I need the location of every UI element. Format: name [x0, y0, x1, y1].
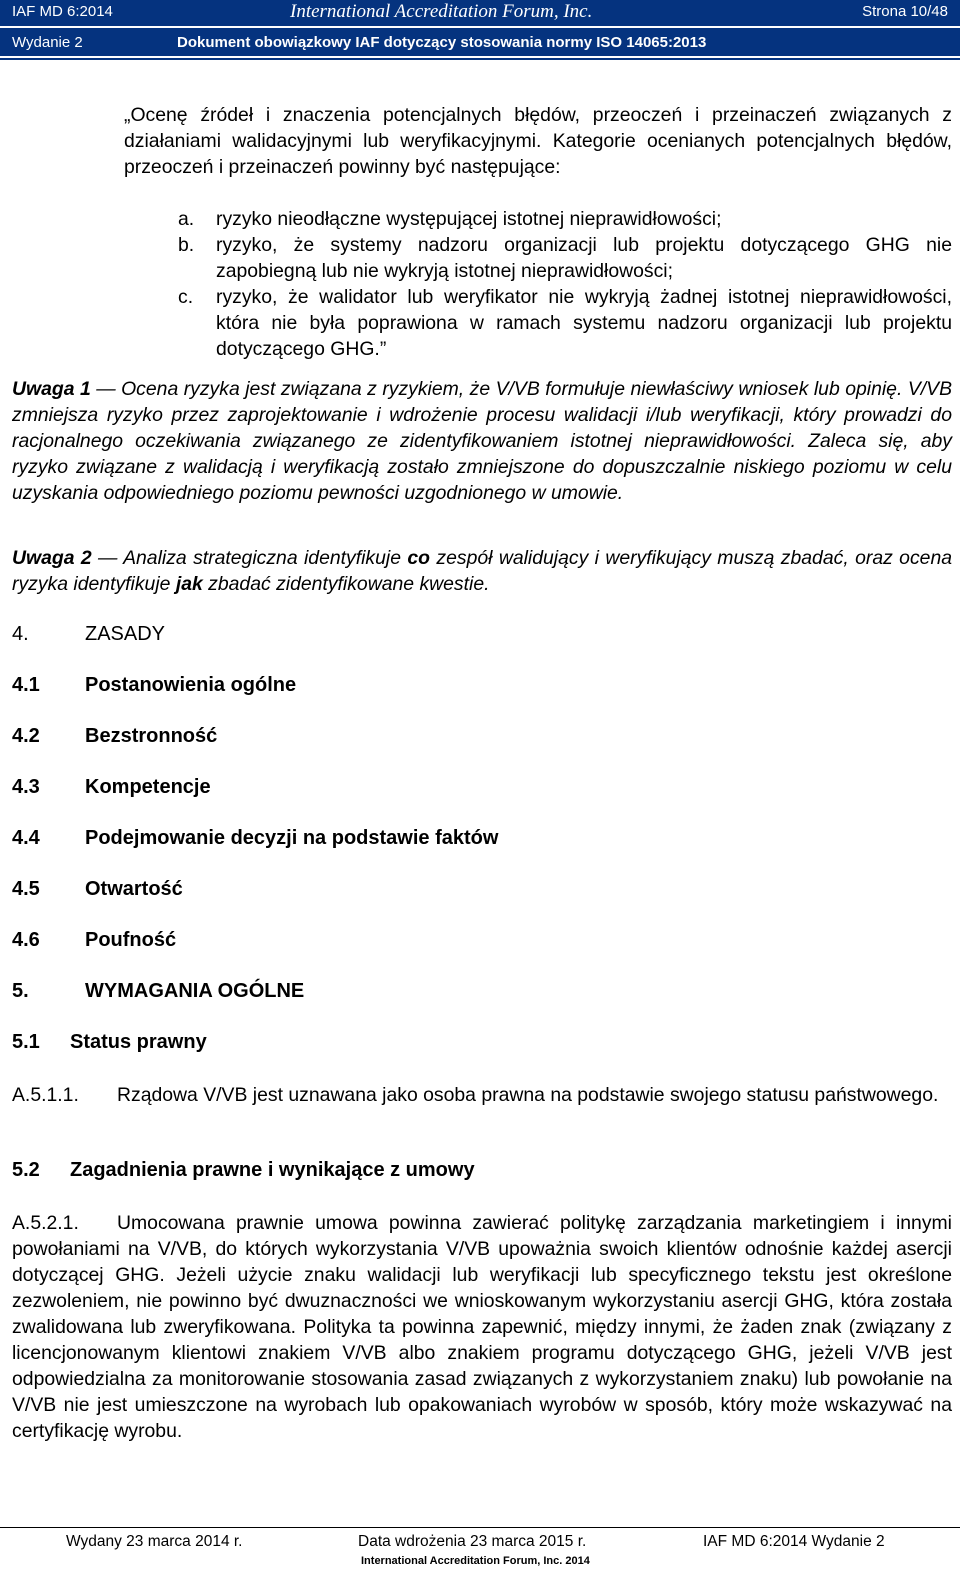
note-1-label: Uwaga 1	[12, 378, 91, 400]
section-number: 5.1	[12, 1031, 40, 1053]
edition: Wydanie 2	[12, 34, 83, 51]
list-item	[178, 206, 952, 232]
note-2-text: — Analiza strategiczna identyfikuje	[91, 547, 408, 569]
section-heading	[12, 878, 183, 901]
section-title: Poufność	[85, 929, 177, 951]
section-title: Postanowienia ogólne	[85, 674, 297, 696]
footer-rule	[0, 1527, 960, 1528]
clause-a521	[12, 1210, 952, 1444]
note-2-label: Uwaga 2	[12, 547, 92, 569]
section-heading	[12, 827, 498, 850]
list-marker: b.	[178, 234, 195, 256]
section-heading	[12, 674, 296, 697]
intro-paragraph: „Ocenę źródeł i znaczenia potencjalnych błędów, przeoczeń i przeinaczeń związanych z działaniami walidacyjnymi lub weryfikacyjnymi. Kategorie ocenianych potencjalnych błędów, przeoczeń i przeinaczeń powinny być następujące:	[124, 104, 952, 178]
footer	[0, 1527, 960, 1569]
section-number: 4.6	[12, 929, 40, 951]
organization-name: International Accreditation Forum, Inc.	[290, 1, 593, 22]
list-item	[178, 232, 952, 284]
list-text: ryzyko, że walidator lub weryfikator nie wykryją żadnej istotnej nieprawidłowości, która nie była poprawiona w ramach systemu nadzoru organizacji lub projektu dotyczącego GHG.”	[216, 286, 952, 360]
section-number: 4.1	[12, 674, 40, 696]
section-title: WYMAGANIA OGÓLNE	[85, 980, 305, 1002]
section-title: ZASADY	[85, 623, 166, 645]
section-number: 4.5	[12, 878, 40, 900]
note-2-emphasis: co	[407, 547, 431, 569]
issue-date: Wydany 23 marca 2014 r.	[66, 1533, 243, 1550]
section-number: 4.4	[12, 827, 40, 849]
section-title: Zagadnienia prawne i wynikające z umowy	[70, 1159, 475, 1181]
list-marker: a.	[178, 208, 195, 230]
section-title: Podejmowanie decyzji na podstawie faktów	[85, 827, 499, 849]
section-number: 4.2	[12, 725, 40, 747]
clause-number: A.5.1.1.	[12, 1084, 79, 1106]
section-number: 5.2	[12, 1159, 40, 1181]
header-bar-top	[0, 0, 960, 26]
header-rule	[0, 58, 960, 60]
section-title: Bezstronność	[85, 725, 218, 747]
note-1-text: — Ocena ryzyka jest związana z ryzykiem, że V/VB formułuje niewłaściwy wniosek lub opinię. V/VB zmniejsza ryzyko przez zaprojektowanie i wdrożenie procesu walidacji i/lub weryfikacji, który prowadzi do racjonalnego oczekiwania związanego ze zidentyfikowaniem istotnej nieprawidłowości. Zaleca się, aby ryzyko związane z walidacją i weryfikacją zostało zmniejszone do dopuszczalnie niskiego poziomu w celu uzyskania odpowiedniego poziomu pewności uzgodnionego w umowie.	[12, 378, 953, 504]
section-heading	[12, 980, 304, 1003]
list-text: ryzyko, że systemy nadzoru organizacji lub projektu dotyczącego GHG nie zapobiegną lub nie wykryją istotnej nieprawidłowości;	[216, 234, 952, 282]
section-title: Otwartość	[85, 878, 183, 900]
section-number: 5.	[12, 980, 29, 1002]
list-marker: c.	[178, 286, 194, 308]
clause-text: Rządowa V/VB jest uznawana jako osoba prawna na podstawie swojego statusu państwowego.	[117, 1084, 939, 1106]
section-heading	[12, 1031, 207, 1054]
note-2	[12, 545, 952, 597]
clause-text: Umocowana prawnie umowa powinna zawierać politykę zarządzania marketingiem i innymi powołaniami na V/VB, do których wykorzystania V/VB upoważnia swoich klientów odnośnie każdej asercji dotyczącej GHG. Jeżeli użycie znaku walidacji lub weryfikacji lub specyficznego tekstu jest określone zezwoleniem, nie powinno być dwuznaczności we wnioskowanym wykorzystaniu asercji GHG, która została zwalidowana lub zweryfikowana. Polityka ta powinna zapewnić, między innymi, że żaden znak (związany z licencjonowanym klientowi znakiem V/VB albo znakiem programu dotyczącego GHG, jeżeli V/VB jest odpowiedzialna za monitorowanie stosowania zasad związanych z wykorzystaniem znaku) lub powołanie na V/VB nie jest umieszczone na wyrobach lub opakowaniach wyrobów w sposób, który może wskazywać na certyfikację wyrobu.	[12, 1212, 952, 1442]
section-heading	[12, 929, 176, 952]
header-bar-bottom	[0, 28, 960, 56]
section-heading	[12, 623, 165, 646]
note-2-emphasis: jak	[175, 573, 203, 595]
section-heading	[12, 725, 217, 748]
section-number: 4.	[12, 623, 29, 645]
page-number: Strona 10/48	[862, 3, 948, 20]
note-1	[12, 376, 952, 506]
doc-code: IAF MD 6:2014	[12, 3, 113, 20]
section-title: Status prawny	[70, 1031, 207, 1053]
list-text: ryzyko nieodłączne występującej istotnej nieprawidłowości;	[216, 208, 722, 230]
section-number: 4.3	[12, 776, 40, 798]
section-heading	[12, 776, 211, 799]
note-2-text: zbadać zidentyfikowane kwestie.	[202, 573, 490, 595]
document-title: Dokument obowiązkowy IAF dotyczący stosowania normy ISO 14065:2013	[177, 34, 707, 51]
clause-number: A.5.2.1.	[12, 1212, 79, 1234]
clause-a511	[12, 1082, 952, 1108]
copyright: International Accreditation Forum, Inc. 2014	[361, 1555, 590, 1567]
note-2-text: zespół walidujący i weryfikujący muszą zbadać, oraz ocena ryzyka identyfikuje	[12, 547, 953, 595]
effective-date: Data wdrożenia 23 marca 2015 r.	[358, 1533, 587, 1550]
footer-doc-id: IAF MD 6:2014 Wydanie 2	[703, 1533, 885, 1550]
section-title: Kompetencje	[85, 776, 211, 798]
section-heading	[12, 1159, 475, 1182]
list-item	[178, 284, 952, 362]
